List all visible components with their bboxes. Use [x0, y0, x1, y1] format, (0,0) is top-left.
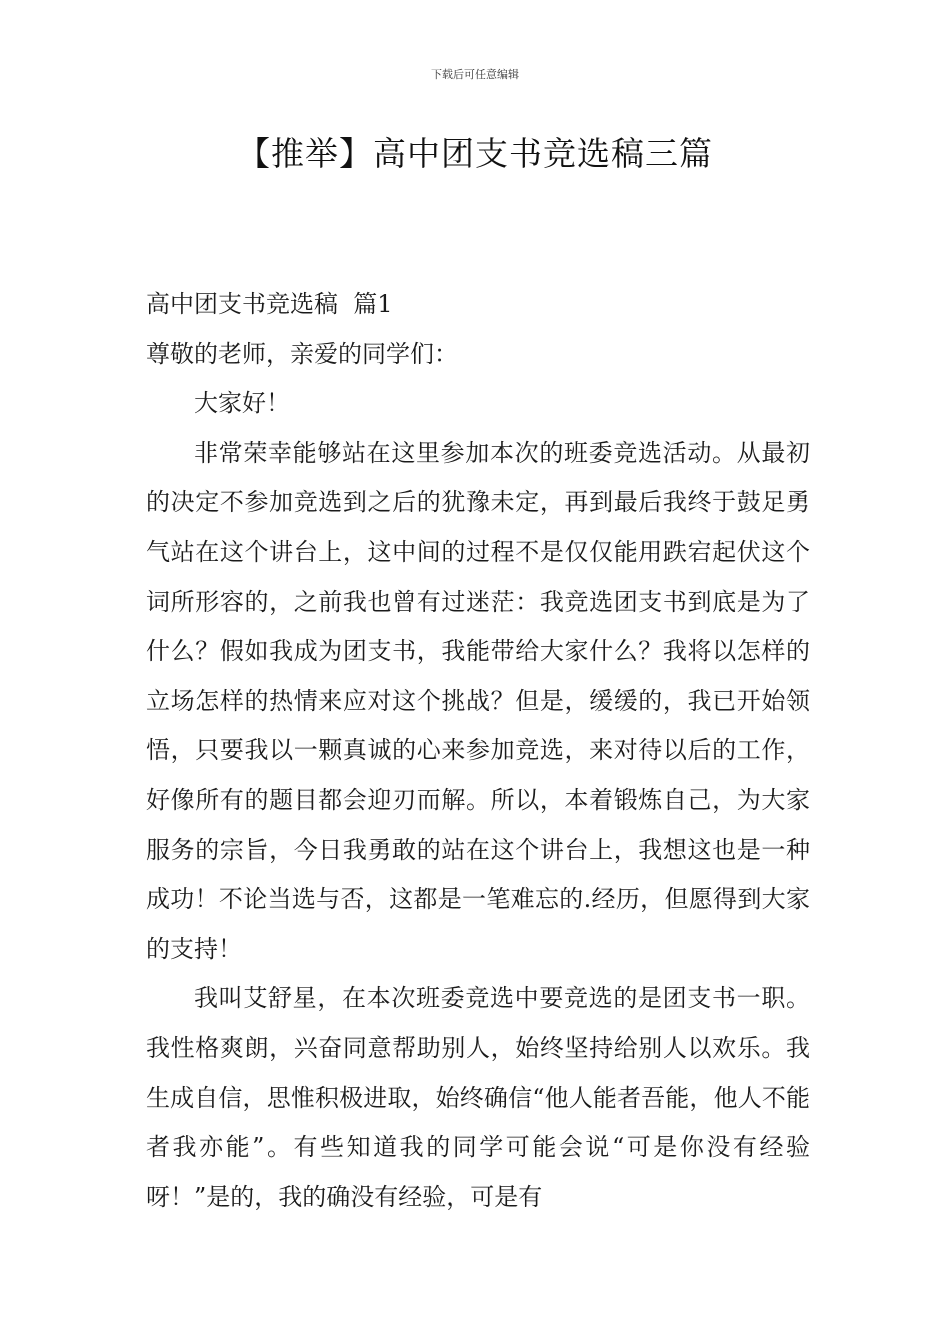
- salutation: 尊敬的老师，亲爱的同学们：: [146, 339, 458, 368]
- section-heading: 高中团支书竞选稿 篇1: [146, 290, 393, 318]
- document-body: [146, 280, 810, 1222]
- page-header-note: 下载后可任意编辑: [431, 68, 519, 81]
- paragraph: 非常荣幸能够站在这里参加本次的班委竞选活动。从最初的决定不参加竞选到之后的犹豫未定，再到最后我终于鼓足勇气站在这个讲台上，这中间的过程不是仅仅能用跌宕起伏这个词所形容的，之前我也曾有过迷茫：我竞选团支书到底是为了什么？假如我成为团支书，我能带给大家什么？我将以怎样的立场怎样的热情来应对这个挑战？但是，缓缓的，我已开始领悟，只要我以一颗真诚的心来参加竞选，来对待以后的工作，好像所有的题目都会迎刃而解。所以，本着锻炼自己，为大家服务的宗旨，今日我勇敢的站在这个讲台上，我想这也是一种成功！不论当选与否，这都是一笔难忘的.经历，但愿得到大家的支持！: [146, 438, 810, 963]
- greeting: 大家好！: [194, 389, 290, 418]
- paragraph: 我叫艾舒星，在本次班委竞选中要竞选的是团支书一职。我性格爽朗，兴奋同意帮助别人，始终坚持给别人以欢乐。我生成自信，思惟积极进取，始终确信“他人能者吾能，他人不能者我亦能”。有些知道我的同学可能会说“可是你没有经验呀！”是的，我的确没有经验，可是有: [146, 984, 810, 1211]
- document-title: 【推举】高中团支书竞选稿三篇: [237, 134, 713, 173]
